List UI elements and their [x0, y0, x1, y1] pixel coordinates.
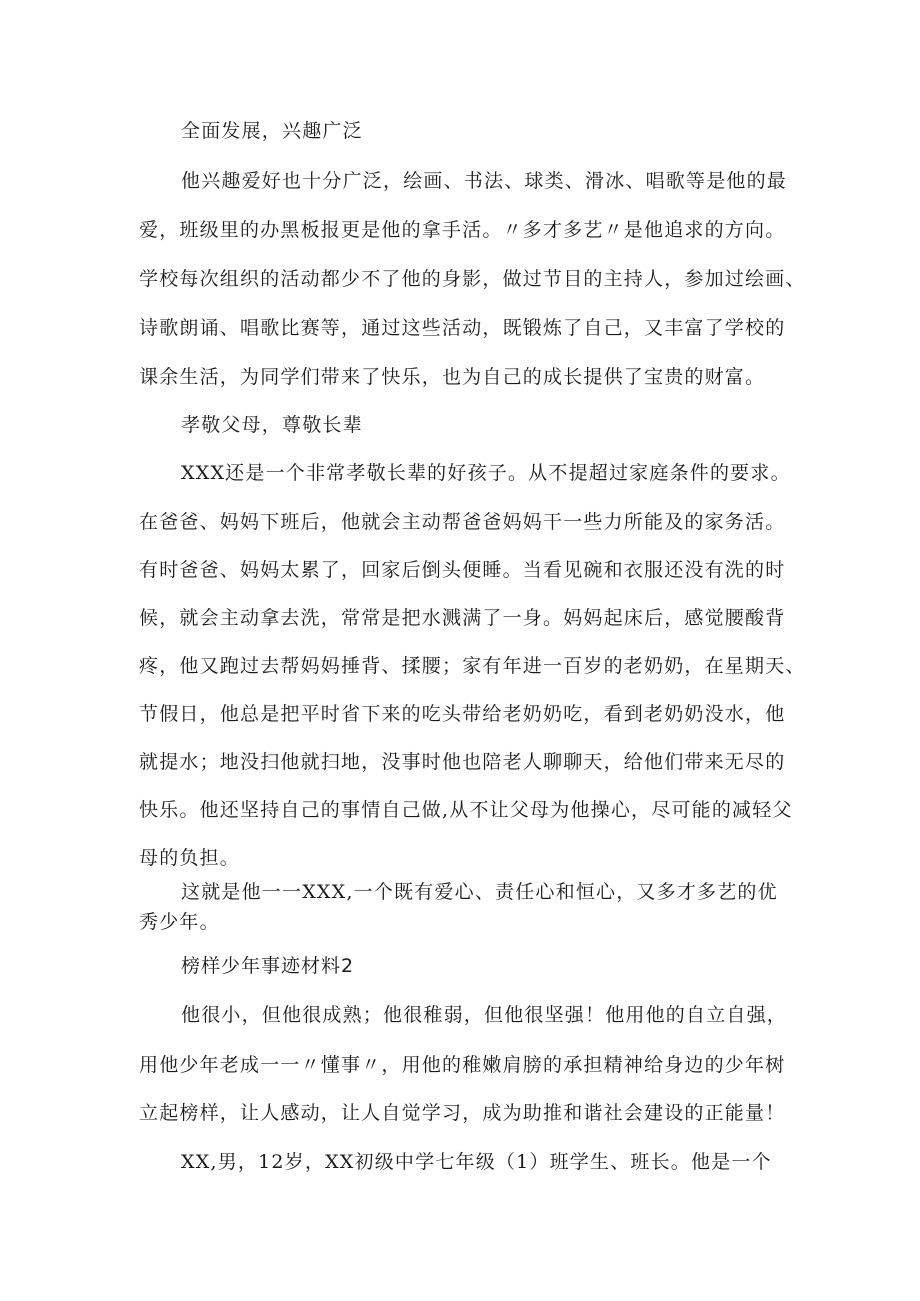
paragraph-line: 学校每次组织的活动都少不了他的身影，做过节目的主持人，参加过绘画、 [139, 268, 806, 290]
paragraph-line: 课余生活，为同学们带来了快乐，也为自己的成长提供了宝贵的财富。 [139, 366, 766, 388]
paragraph-line: 这就是他一一XXX,一个既有爱心、责任心和恒心，又多才多艺的优 [181, 881, 778, 903]
paragraph-line: 快乐。他还坚持自己的事情自己做,从不让父母为他操心，尽可能的减轻父 [139, 799, 793, 821]
paragraph-line: 就提水；地没扫他就扫地，没事时他也陪老人聊聊天，给他们带来无尽的 [139, 751, 786, 773]
paragraph-line: 有时爸爸、妈妈太累了，回家后倒头便睡。当看见碗和衣服还没有洗的时 [139, 559, 786, 581]
paragraph-line: 疼，他又跑过去帮妈妈捶背、揉腰；家有年进一百岁的老奶奶，在星期天、 [139, 655, 806, 677]
paragraph-line: XXX还是一个非常孝敬长辈的好孩子。从不提超过家庭条件的要求。 [181, 462, 791, 484]
section-heading-all-round-development: 全面发展，兴趣广泛 [181, 120, 363, 142]
paragraph-line: 爱，班级里的办黑板报更是他的拿手活。〃多才多艺〃是他追求的方向。 [139, 219, 786, 241]
paragraph-line: 母的负担。 [139, 847, 241, 869]
paragraph-line: 秀少年。 [139, 911, 220, 933]
paragraph-line: 候，就会主动拿去洗，常常是把水溅满了一身。妈妈起床后，感觉腰酸背 [139, 607, 786, 629]
paragraph-line: 用他少年老成一一〃懂事〃，用他的稚嫩肩膀的承担精神给身边的少年树 [139, 1054, 786, 1076]
paragraph-line: XX,男，12岁，XX初级中学七年级（1）班学生、班长。他是一个 [181, 1151, 772, 1173]
section-title-role-model-2: 榜样少年事迹材料2 [181, 955, 355, 977]
section-heading-filial-piety: 孝敬父母，尊敬长辈 [181, 414, 363, 436]
paragraph-line: 他很小，但他很成熟；他很稚弱，但他很坚强！他用他的自立自强， [181, 1004, 788, 1026]
paragraph-line: 立起榜样，让人感动，让人自觉学习，成为助推和谐社会建设的正能量！ [139, 1102, 786, 1124]
paragraph-line: 在爸爸、妈妈下班后，他就会主动帮爸爸妈妈干一些力所能及的家务活。 [139, 511, 786, 533]
paragraph-line: 他兴趣爱好也十分广泛，绘画、书法、球类、滑冰、唱歌等是他的最 [181, 170, 788, 192]
paragraph-line: 节假日，他总是把平时省下来的吃头带给老奶奶吃，看到老奶奶没水，他 [139, 703, 786, 725]
paragraph-line: 诗歌朗诵、唱歌比赛等，通过这些活动，既锻炼了自己，又丰富了学校的 [139, 317, 786, 339]
